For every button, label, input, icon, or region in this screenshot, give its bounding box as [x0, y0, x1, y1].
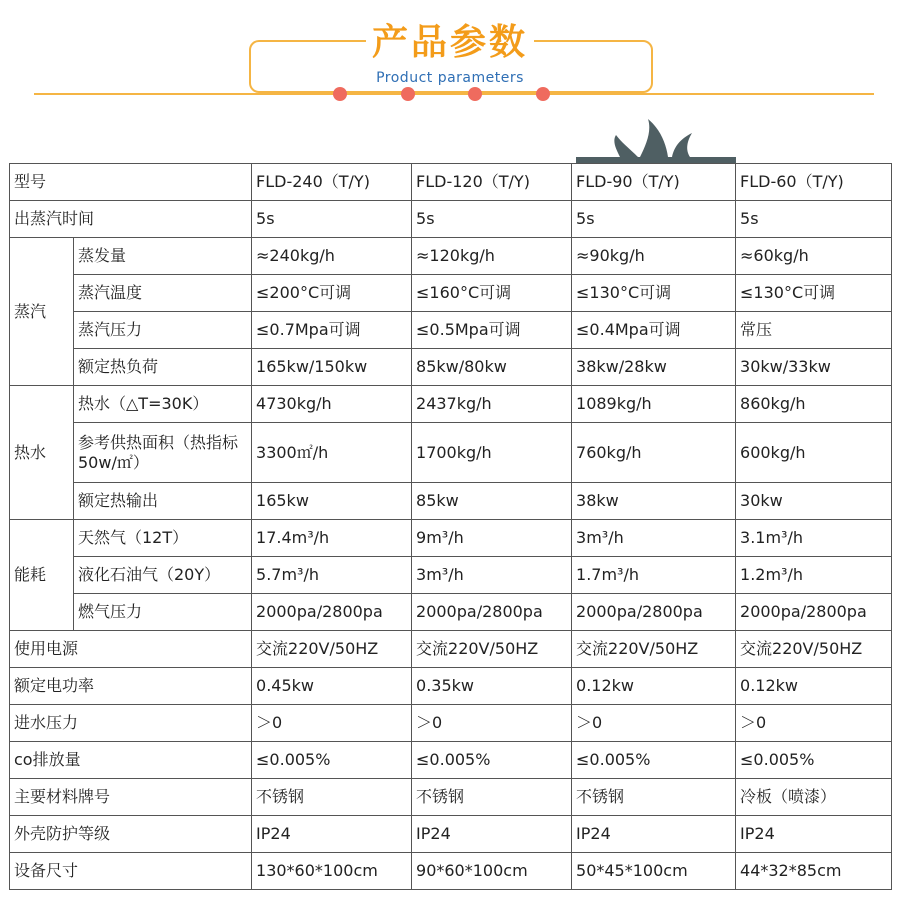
- value-cell: 5s: [412, 201, 572, 238]
- value-cell: 17.4m³/h: [252, 520, 412, 557]
- value-cell: IP24: [252, 816, 412, 853]
- value-cell: 5.7m³/h: [252, 557, 412, 594]
- value-cell: 2000pa/2800pa: [252, 594, 412, 631]
- section-header: [0, 0, 900, 160]
- value-cell: 760kg/h: [572, 423, 736, 483]
- sub-row-label: 额定热输出: [74, 483, 252, 520]
- group-label: 能耗: [10, 520, 74, 631]
- table-row: [10, 742, 892, 779]
- value-cell: 165kw: [252, 483, 412, 520]
- value-cell: ＞0: [252, 705, 412, 742]
- value-cell: ≈120kg/h: [412, 238, 572, 275]
- value-cell: 1700kg/h: [412, 423, 572, 483]
- decor-dot-1: [333, 87, 347, 101]
- row-label: 外壳防护等级: [10, 816, 252, 853]
- value-cell: ≤0.005%: [252, 742, 412, 779]
- sub-row-label: 天然气（12T）: [74, 520, 252, 557]
- divider-line: [34, 93, 874, 95]
- table-row: [10, 312, 892, 349]
- group-label: 热水: [10, 386, 74, 520]
- value-cell: 不锈钢: [412, 779, 572, 816]
- table-row: [10, 705, 892, 742]
- table-row: [10, 631, 892, 668]
- value-cell: 3m³/h: [412, 557, 572, 594]
- value-cell: 交流220V/50HZ: [412, 631, 572, 668]
- table-row: [10, 520, 892, 557]
- table-row: [10, 201, 892, 238]
- value-cell: 44*32*85cm: [736, 853, 892, 890]
- value-cell: ≈240kg/h: [252, 238, 412, 275]
- row-label: 使用电源: [10, 631, 252, 668]
- value-cell: ≤0.005%: [572, 742, 736, 779]
- row-label: 出蒸汽时间: [10, 201, 252, 238]
- value-cell: 5s: [572, 201, 736, 238]
- value-cell: 1.2m³/h: [736, 557, 892, 594]
- group-label: 蒸汽: [10, 238, 74, 386]
- table-row: [10, 275, 892, 312]
- sub-row-label: 额定热负荷: [74, 349, 252, 386]
- value-cell: ≤0.005%: [736, 742, 892, 779]
- value-cell: 860kg/h: [736, 386, 892, 423]
- value-cell: 0.12kw: [572, 668, 736, 705]
- value-cell: 5s: [736, 201, 892, 238]
- value-cell: FLD-240（T/Y): [252, 164, 412, 201]
- row-label: 额定电功率: [10, 668, 252, 705]
- value-cell: ＞0: [412, 705, 572, 742]
- value-cell: ≤0.005%: [412, 742, 572, 779]
- value-cell: 常压: [736, 312, 892, 349]
- table-row: [10, 594, 892, 631]
- value-cell: 交流220V/50HZ: [252, 631, 412, 668]
- table-row: [10, 483, 892, 520]
- value-cell: IP24: [412, 816, 572, 853]
- sub-row-label: 蒸发量: [74, 238, 252, 275]
- value-cell: 3.1m³/h: [736, 520, 892, 557]
- value-cell: 2000pa/2800pa: [736, 594, 892, 631]
- value-cell: 交流220V/50HZ: [572, 631, 736, 668]
- sub-row-label: 蒸汽温度: [74, 275, 252, 312]
- value-cell: 不锈钢: [252, 779, 412, 816]
- value-cell: 不锈钢: [572, 779, 736, 816]
- value-cell: 2000pa/2800pa: [412, 594, 572, 631]
- value-cell: 1.7m³/h: [572, 557, 736, 594]
- decor-dot-4: [536, 87, 550, 101]
- table-row: [10, 349, 892, 386]
- value-cell: ≤130°C可调: [572, 275, 736, 312]
- parameters-table: [9, 163, 892, 890]
- value-cell: 4730kg/h: [252, 386, 412, 423]
- value-cell: FLD-120（T/Y): [412, 164, 572, 201]
- value-cell: 30kw/33kw: [736, 349, 892, 386]
- value-cell: ≈90kg/h: [572, 238, 736, 275]
- value-cell: ≤130°C可调: [736, 275, 892, 312]
- value-cell: 30kw: [736, 483, 892, 520]
- value-cell: ≤0.4Mpa可调: [572, 312, 736, 349]
- table-row: [10, 423, 892, 483]
- row-label: 进水压力: [10, 705, 252, 742]
- decor-dot-2: [401, 87, 415, 101]
- value-cell: 130*60*100cm: [252, 853, 412, 890]
- value-cell: 600kg/h: [736, 423, 892, 483]
- sub-row-label: 参考供热面积（热指标50w/㎡）: [74, 423, 252, 483]
- value-cell: ＞0: [736, 705, 892, 742]
- value-cell: 85kw: [412, 483, 572, 520]
- sub-row-label: 热水（△T=30K）: [74, 386, 252, 423]
- page-title: 产品参数: [0, 14, 900, 65]
- value-cell: 0.35kw: [412, 668, 572, 705]
- value-cell: 1089kg/h: [572, 386, 736, 423]
- value-cell: IP24: [572, 816, 736, 853]
- value-cell: 90*60*100cm: [412, 853, 572, 890]
- value-cell: 50*45*100cm: [572, 853, 736, 890]
- row-label: co排放量: [10, 742, 252, 779]
- value-cell: FLD-90（T/Y): [572, 164, 736, 201]
- value-cell: 85kw/80kw: [412, 349, 572, 386]
- value-cell: ≤0.7Mpa可调: [252, 312, 412, 349]
- value-cell: ≤160°C可调: [412, 275, 572, 312]
- row-label: 型号: [10, 164, 252, 201]
- parameters-table-body: [10, 164, 892, 890]
- sub-row-label: 蒸汽压力: [74, 312, 252, 349]
- value-cell: 冷板（喷漆）: [736, 779, 892, 816]
- value-cell: 3m³/h: [572, 520, 736, 557]
- value-cell: 38kw/28kw: [572, 349, 736, 386]
- table-row: [10, 853, 892, 890]
- value-cell: 5s: [252, 201, 412, 238]
- value-cell: ≤200°C可调: [252, 275, 412, 312]
- value-cell: ≈60kg/h: [736, 238, 892, 275]
- leaf-logo-icon: [576, 115, 736, 163]
- value-cell: 38kw: [572, 483, 736, 520]
- value-cell: FLD-60（T/Y): [736, 164, 892, 201]
- value-cell: 2437kg/h: [412, 386, 572, 423]
- value-cell: ＞0: [572, 705, 736, 742]
- table-row: [10, 164, 892, 201]
- table-row: [10, 386, 892, 423]
- table-row: [10, 668, 892, 705]
- value-cell: 3300㎡/h: [252, 423, 412, 483]
- table-row: [10, 779, 892, 816]
- value-cell: 165kw/150kw: [252, 349, 412, 386]
- row-label: 设备尺寸: [10, 853, 252, 890]
- decor-dot-3: [468, 87, 482, 101]
- value-cell: ≤0.5Mpa可调: [412, 312, 572, 349]
- value-cell: 2000pa/2800pa: [572, 594, 736, 631]
- table-row: [10, 557, 892, 594]
- table-row: [10, 816, 892, 853]
- table-row: [10, 238, 892, 275]
- value-cell: IP24: [736, 816, 892, 853]
- value-cell: 交流220V/50HZ: [736, 631, 892, 668]
- value-cell: 0.45kw: [252, 668, 412, 705]
- value-cell: 9m³/h: [412, 520, 572, 557]
- page-subtitle: Product parameters: [376, 70, 524, 86]
- sub-row-label: 燃气压力: [74, 594, 252, 631]
- row-label: 主要材料牌号: [10, 779, 252, 816]
- sub-row-label: 液化石油气（20Y）: [74, 557, 252, 594]
- value-cell: 0.12kw: [736, 668, 892, 705]
